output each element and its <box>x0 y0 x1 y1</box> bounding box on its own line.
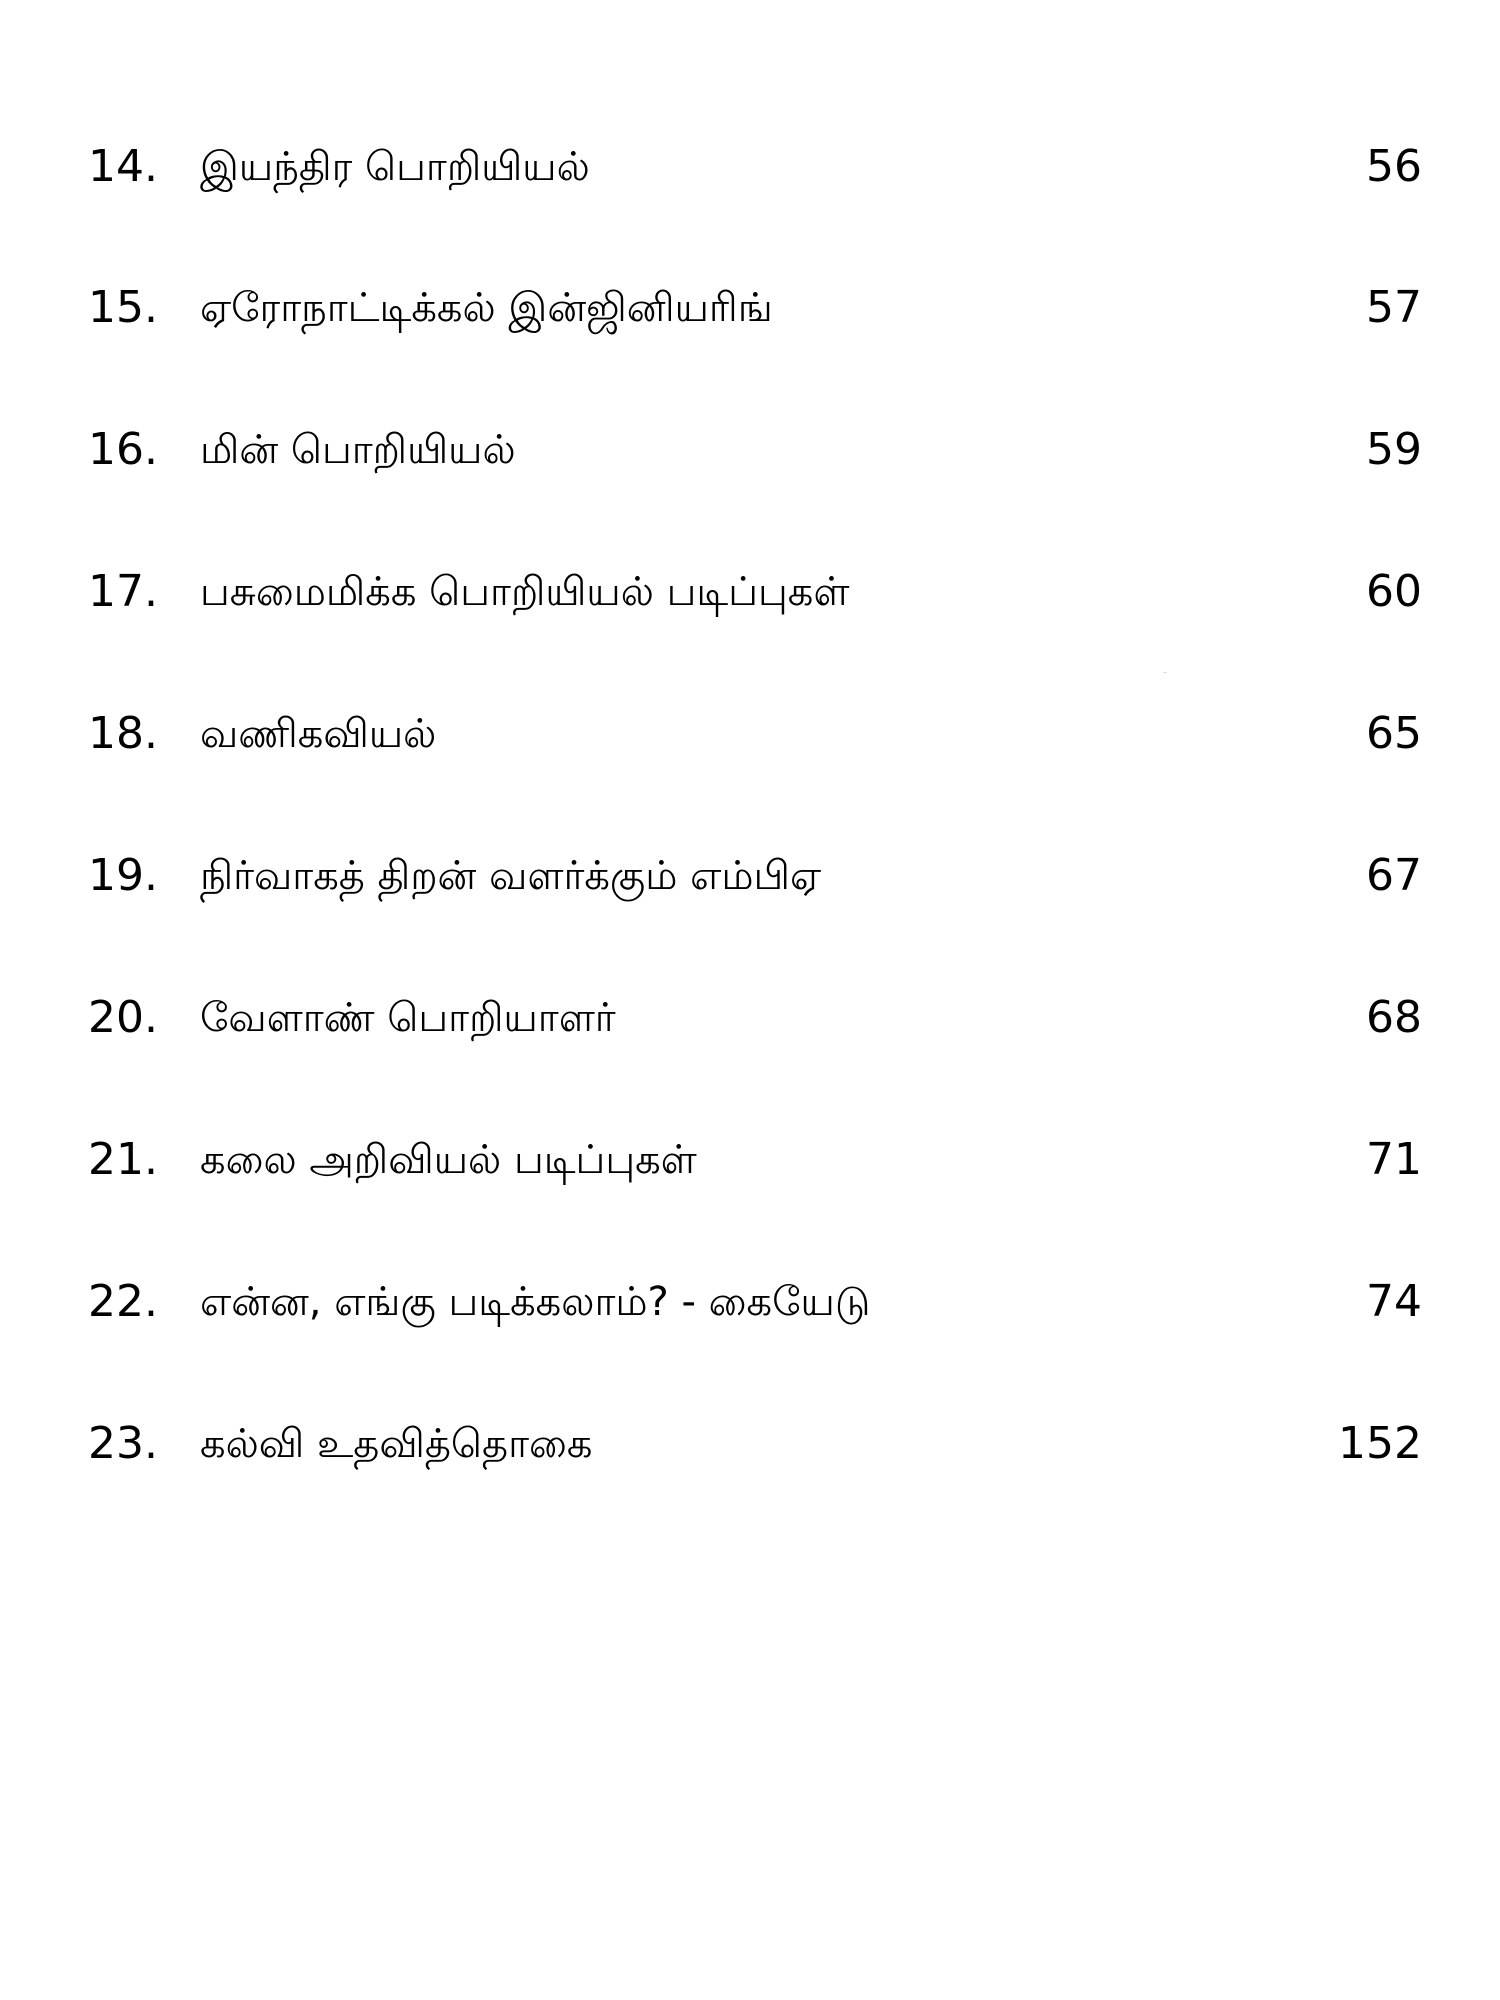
entry-title: நிர்வாகத் திறன் வளர்க்கும் எம்பிஏ <box>200 853 822 899</box>
entry-title: என்ன, எங்கு படிக்கலாம்? - கையேடு <box>200 1279 871 1325</box>
entry-page-number: 71 <box>1366 1134 1422 1185</box>
entry-number: 20. <box>88 992 158 1043</box>
entry-number: 18. <box>88 708 158 759</box>
entry-page-number: 57 <box>1366 282 1422 333</box>
entry-page-number: 67 <box>1366 850 1422 901</box>
entry-page-number: 74 <box>1366 1276 1422 1327</box>
toc-entry <box>0 694 1500 774</box>
entry-title: மின் பொறியியல் <box>200 427 516 473</box>
toc-entry <box>0 1120 1500 1200</box>
entry-title: ஏரோநாட்டிக்கல் இன்ஜினியரிங் <box>200 285 773 331</box>
entry-title: இயந்திர பொறியியல் <box>200 144 590 190</box>
entry-number: 14. <box>88 141 158 192</box>
entry-title: வேளாண் பொறியாளர் <box>200 995 616 1041</box>
entry-title: கலை அறிவியல் படிப்புகள் <box>200 1137 697 1183</box>
entry-number: 17. <box>88 566 158 617</box>
toc-entry <box>0 836 1500 916</box>
entry-page-number: 60 <box>1366 566 1422 617</box>
toc-entry <box>0 410 1500 490</box>
toc-entry <box>0 552 1500 632</box>
entry-title: வணிகவியல் <box>200 711 437 757</box>
entry-number: 23. <box>88 1418 158 1469</box>
entry-number: 15. <box>88 282 158 333</box>
toc-entry <box>0 268 1500 348</box>
toc-entry <box>0 1262 1500 1342</box>
entry-page-number: 65 <box>1366 708 1422 759</box>
entry-page-number: 68 <box>1366 992 1422 1043</box>
entry-title: பசுமைமிக்க பொறியியல் படிப்புகள் <box>200 569 850 615</box>
toc-entry <box>0 978 1500 1058</box>
entry-page-number: 56 <box>1366 141 1422 192</box>
entry-number: 22. <box>88 1276 158 1327</box>
entry-page-number: 59 <box>1366 424 1422 475</box>
entry-number: 16. <box>88 424 158 475</box>
entry-title: கல்வி உதவித்தொகை <box>200 1421 593 1467</box>
toc-entry <box>0 127 1500 207</box>
entry-page-number: 152 <box>1338 1418 1422 1469</box>
scan-speck <box>1163 672 1167 673</box>
entry-number: 21. <box>88 1134 158 1185</box>
toc-entry <box>0 1404 1500 1484</box>
entry-number: 19. <box>88 850 158 901</box>
